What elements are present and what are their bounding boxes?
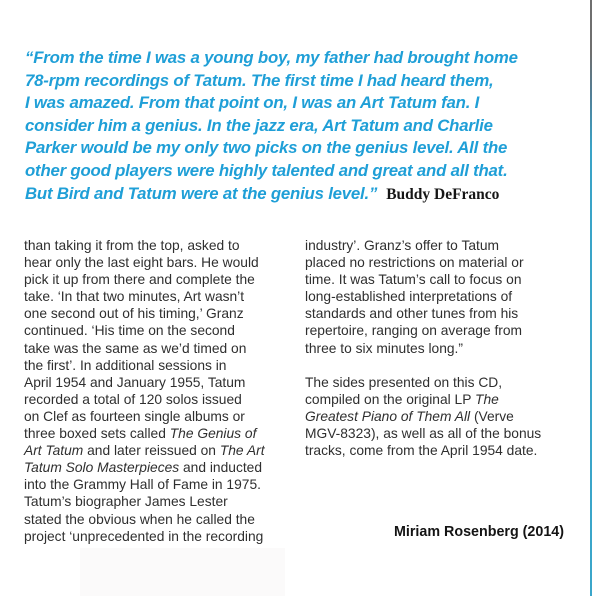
text-line: Greatest Piano of Them All (Verve — [305, 408, 514, 424]
text-line: Art Tatum and later reissued on The Art — [24, 443, 265, 459]
text-line: compiled on the original LP The — [305, 391, 499, 407]
text-line: than taking it from the top, asked to — [24, 238, 240, 253]
text-line: Tatum’s biographer James Lester — [24, 494, 228, 510]
pull-quote-closing-text: But Bird and Tatum were at the genius level.” — [25, 183, 378, 203]
scan-shading — [80, 548, 285, 596]
body-column-left — [24, 237, 304, 545]
body-column-right — [305, 237, 585, 459]
text-line: tracks, come from the April 1954 date. — [305, 443, 538, 459]
quote-attribution: Buddy DeFranco — [386, 185, 500, 203]
page-edge-line — [590, 0, 592, 596]
text-line: The sides presented on this CD, — [305, 374, 503, 390]
text-line: continued. ‘His time on the second — [24, 323, 235, 339]
text-line: take was the same as we’d timed on — [24, 340, 247, 356]
text-line: take. ‘In that two minutes, Art wasn’t — [24, 289, 245, 305]
text-line: stated the obvious when he called the — [24, 511, 255, 527]
text-line: time. It was Tatum’s call to focus on — [305, 272, 522, 288]
text-line: three to six minutes long.” — [305, 340, 463, 356]
pull-quote-last-line — [25, 183, 587, 207]
text-line: industry’. Granz’s offer to Tatum — [305, 238, 500, 253]
text-line: repertoire, ranging on average from — [305, 323, 523, 339]
text-line: 78-rpm recordings of Tatum. The first time I had heard them, — [25, 70, 494, 90]
author-signature: Miriam Rosenberg (2014) — [393, 524, 564, 540]
text-line: three boxed sets called The Genius of — [24, 426, 257, 442]
text-line: other good players were highly talented and great and all that. — [25, 160, 508, 180]
text-line: “From the time I was a young boy, my father had brought home — [25, 48, 518, 67]
text-line: standards and other tunes from his — [305, 306, 519, 322]
text-line: into the Grammy Hall of Fame in 1975. — [24, 477, 261, 493]
text-line: placed no restrictions on material or — [305, 255, 524, 271]
pull-quote — [25, 47, 587, 206]
text-line: long-established interpretations of — [305, 289, 513, 305]
text-line: hear only the last eight bars. He would — [24, 255, 259, 271]
text-line: project ‘unprecedented in the recording — [24, 528, 264, 544]
pull-quote-lines — [25, 47, 587, 183]
text-line: MGV-8323), as well as all of the bonus — [305, 426, 542, 442]
text-line: pick it up from there and complete the — [24, 272, 255, 288]
text-line: I was amazed. From that point on, I was an Art Tatum fan. I — [25, 93, 480, 113]
text-line: the first’. In additional sessions in — [24, 357, 227, 373]
text-line: consider him a genius. In the jazz era, Art Tatum and Charlie — [25, 115, 493, 135]
text-line — [305, 357, 585, 374]
text-line: Tatum Solo Masterpieces and inducted — [24, 460, 263, 476]
text-line: April 1954 and January 1955, Tatum — [24, 374, 246, 390]
text-line: one second out of his timing,’ Granz — [24, 306, 244, 322]
text-line: on Clef as fourteen single albums or — [24, 408, 245, 424]
text-line: Parker would be my only two picks on the genius level. All the — [25, 138, 508, 158]
text-line: recorded a total of 120 solos issued — [24, 391, 242, 407]
